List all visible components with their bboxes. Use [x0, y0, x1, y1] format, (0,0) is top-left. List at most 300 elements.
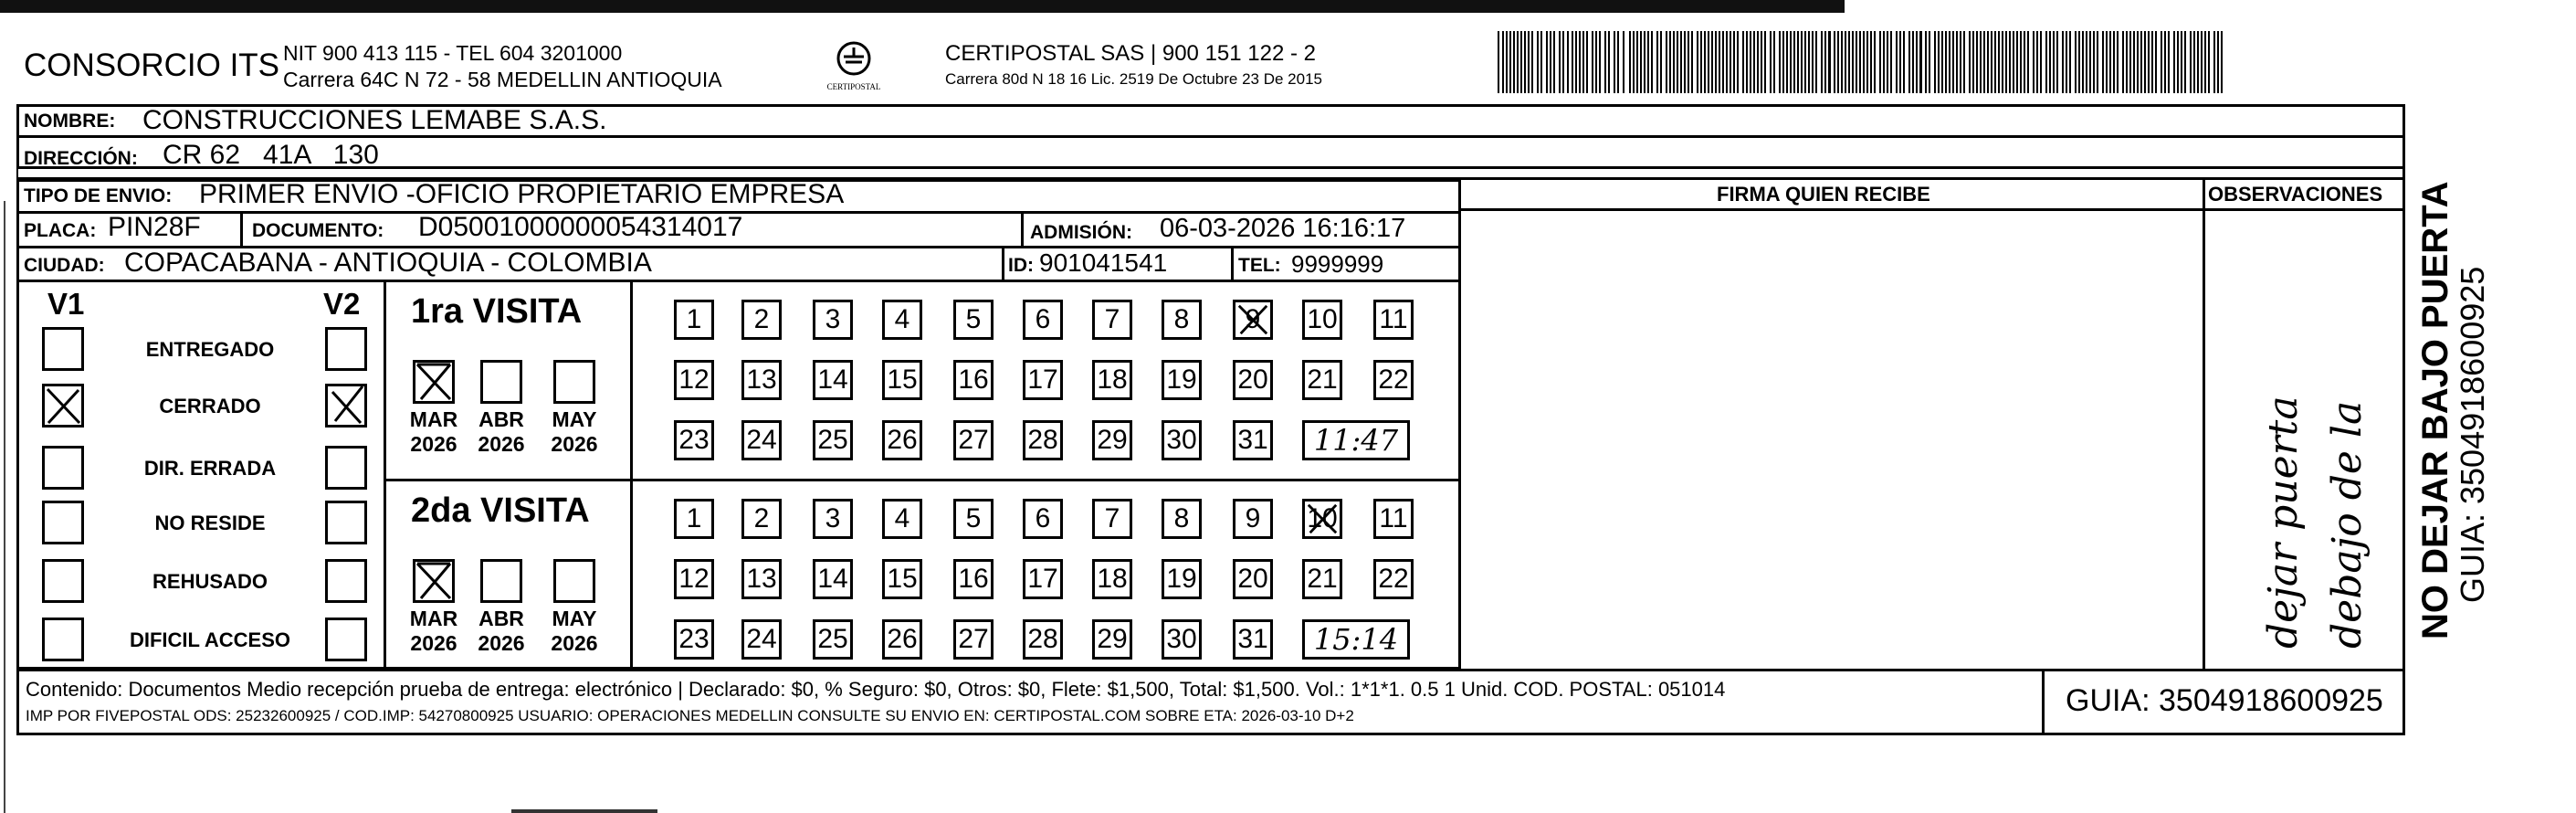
barcode-bar — [2036, 31, 2038, 93]
barcode-bar — [1733, 31, 1735, 93]
visit-day-box[interactable]: 29 — [1092, 420, 1132, 460]
status-label: ENTREGADO — [145, 338, 275, 361]
visit-month-label: MAR 2026 — [409, 607, 458, 655]
certipostal-name: CERTIPOSTAL SAS | 900 151 122 - 2 — [945, 41, 1316, 66]
observaciones-handwriting — [2210, 256, 2392, 658]
visit-day-box[interactable]: 10 — [1302, 300, 1342, 340]
visit-day-box[interactable]: 27 — [953, 619, 994, 660]
barcode-bar — [2093, 31, 2095, 93]
company-address: Carrera 64C N 72 - 58 MEDELLIN ANTIOQUIA — [283, 68, 722, 91]
barcode-bar — [1673, 31, 1675, 93]
barcode-bar — [2033, 31, 2035, 93]
visit-month-checkbox[interactable] — [553, 360, 595, 404]
barcode-bar — [1812, 31, 1814, 93]
barcode-bar — [1945, 31, 1947, 93]
barcode-bar — [2168, 31, 2170, 93]
tipo-envio-label: TIPO DE ENVIO: — [24, 185, 173, 206]
barcode-bar — [1879, 31, 1881, 93]
barcode-bar — [1711, 31, 1713, 93]
visit-day-box[interactable]: 6 — [1023, 300, 1063, 340]
col-line — [1458, 177, 1461, 669]
barcode-bar — [1553, 31, 1555, 93]
visit-day-box[interactable]: 13 — [741, 360, 782, 400]
barcode-bar — [1761, 31, 1762, 93]
barcode-bar — [2109, 31, 2111, 93]
row-line — [384, 479, 1459, 481]
barcode-bar — [1896, 31, 1898, 93]
status-v2-checkbox[interactable] — [325, 327, 367, 371]
barcode-bar — [1746, 31, 1748, 93]
barcode-bar — [1801, 31, 1803, 93]
visit-month-checkbox[interactable] — [553, 559, 595, 603]
visit-day-box[interactable]: 31 — [1233, 420, 1273, 460]
side-text-guia: GUIA: 3504918600925 — [2454, 266, 2491, 603]
status-v1-checkbox[interactable] — [42, 501, 84, 544]
barcode-bar — [1969, 31, 1971, 93]
visit-day-box[interactable]: 3 — [813, 300, 853, 340]
barcode-bar — [1540, 31, 1542, 93]
barcode-bar — [2217, 31, 2219, 93]
barcode-bar — [1688, 31, 1689, 93]
v2-label: V2 — [323, 287, 361, 321]
barcode-bar — [1502, 31, 1504, 93]
barcode-bar — [1647, 31, 1649, 93]
barcode-bar — [2164, 31, 2166, 93]
visit-day-box[interactable]: 17 — [1023, 559, 1063, 599]
visit-month-checkbox[interactable] — [413, 360, 455, 404]
barcode-bar — [1669, 31, 1671, 93]
barcode-bar — [1537, 31, 1539, 93]
status-v2-checkbox[interactable] — [325, 384, 367, 428]
visit-day-box[interactable]: 14 — [813, 559, 853, 599]
status-label: CERRADO — [159, 395, 261, 417]
barcode-bar — [1708, 31, 1709, 93]
barcode-bar — [2173, 31, 2175, 93]
visit-day-box[interactable]: 16 — [953, 559, 994, 599]
placa-label: PLACA: — [24, 220, 97, 241]
visit-day-box[interactable]: 17 — [1023, 360, 1063, 400]
id-value: 901041541 — [1039, 248, 1168, 277]
barcode-bar — [2020, 31, 2022, 93]
visit-day-box[interactable]: 7 — [1092, 300, 1132, 340]
barcode-bar — [1595, 31, 1597, 93]
tipo-envio-value: PRIMER ENVIO -OFICIO PROPIETARIO EMPRESA — [199, 179, 845, 209]
col-line — [630, 280, 633, 669]
visit-day-box[interactable]: 11 — [1373, 300, 1414, 340]
observaciones-label: OBSERVACIONES — [2208, 183, 2383, 206]
barcode-bar — [1520, 31, 1522, 93]
visit-time-box[interactable] — [1302, 619, 1410, 660]
barcode-bar — [2106, 31, 2108, 93]
certipostal-license: Carrera 80d N 18 16 Lic. 2519 De Octubre 23 De 2015 — [945, 70, 1322, 88]
barcode-bar — [1599, 31, 1601, 93]
barcode-bar — [1874, 31, 1876, 93]
status-v2-checkbox[interactable] — [325, 559, 367, 603]
company-nit: NIT 900 413 115 - TEL 604 3201000 — [283, 41, 623, 65]
barcode-bar — [2144, 31, 2146, 93]
handwriting-line-2: debajo de la — [2324, 400, 2371, 649]
documento-value: D05001000000054314017 — [418, 212, 743, 242]
visit-day-box[interactable]: 9 — [1233, 300, 1273, 340]
visit-day-box[interactable]: 20 — [1233, 559, 1273, 599]
barcode-bar — [2213, 31, 2215, 93]
col-line — [2042, 669, 2045, 735]
barcode-bar — [1677, 31, 1678, 93]
visit-day-box[interactable]: 14 — [813, 360, 853, 400]
barcode-bar — [2097, 31, 2098, 93]
barcode-bar — [1722, 31, 1724, 93]
side-text-block — [2411, 119, 2520, 649]
visit-day-box[interactable]: 2 — [741, 300, 782, 340]
visit-title: 2da VISITA — [411, 491, 590, 530]
barcode-bar — [1629, 31, 1631, 93]
barcode-bar — [1793, 31, 1795, 93]
scan-mark — [511, 809, 657, 813]
visit-day-box[interactable]: 13 — [741, 559, 782, 599]
footer-line-1: Contenido: Documentos Medio recepción prueba de entrega: electrónico | Declarado: $0, % Seguro: $0, Otros: $0, Flete: $1,500, Total: $1,500. Vol.: 1*1*1. 0.5 1 Unid. COD. POSTAL: 051014 — [26, 678, 1726, 701]
barcode-bar — [1623, 31, 1624, 93]
visit-month-label: MAR 2026 — [409, 407, 458, 456]
barcode-bar — [1604, 31, 1606, 93]
col-line — [384, 280, 386, 669]
visit-day-box[interactable]: 15 — [882, 360, 922, 400]
status-v2-checkbox[interactable] — [325, 501, 367, 544]
nombre-label: NOMBRE: — [24, 111, 116, 132]
barcode-bar — [1815, 31, 1817, 93]
top-edge-bar — [0, 0, 1845, 13]
visit-day-box[interactable]: 30 — [1162, 619, 1202, 660]
barcode-bar — [1941, 31, 1943, 93]
visit-day-box[interactable]: 28 — [1023, 420, 1063, 460]
barcode-bar — [1856, 31, 1857, 93]
barcode-bar — [1883, 31, 1885, 93]
barcode-bar — [1582, 31, 1584, 93]
barcode-bar — [2197, 31, 2199, 93]
barcode-bar — [1845, 31, 1846, 93]
status-label: REHUSADO — [152, 570, 268, 593]
barcode-bar — [1770, 31, 1772, 93]
visit-day-box[interactable]: 16 — [953, 360, 994, 400]
visit-day-box[interactable]: 21 — [1302, 559, 1342, 599]
status-v2-checkbox[interactable] — [325, 618, 367, 661]
ciudad-value: COPACABANA - ANTIOQUIA - COLOMBIA — [124, 248, 652, 278]
visit-day-box[interactable]: 24 — [741, 420, 782, 460]
visit-month-label: ABR 2026 — [478, 407, 525, 456]
documento-label: DOCUMENTO: — [252, 220, 384, 241]
barcode-bar — [1640, 31, 1642, 93]
visit-month-checkbox[interactable] — [480, 559, 522, 603]
barcode-bar — [2129, 31, 2131, 93]
barcode-bar — [2027, 31, 2029, 93]
visit-day-box[interactable]: 11 — [1373, 499, 1414, 539]
col-line — [240, 211, 243, 246]
barcode-bar — [2053, 31, 2055, 93]
visit-day-box[interactable]: 30 — [1162, 420, 1202, 460]
row-line — [16, 280, 1459, 282]
barcode-bar — [1866, 31, 1868, 93]
barcode-bar — [2040, 31, 2042, 93]
barcode-bar — [1531, 31, 1533, 93]
barcode-bar — [1730, 31, 1731, 93]
footer-line-2: IMP POR FIVEPOSTAL ODS: 25232600925 / COD.IMP: 54270800925 USUARIO: OPERACIONES MEDELLIN CONSULTE SU ENVIO EN: CERTIPOSTAL.COM SOBRE ETA: 2026-03-10 D+2 — [26, 707, 1354, 724]
visit-day-box[interactable]: 2 — [741, 499, 782, 539]
barcode-bar — [1617, 31, 1619, 93]
visit-month-checkbox[interactable] — [480, 360, 522, 404]
barcode-bar — [1852, 31, 1854, 93]
visit-day-box[interactable]: 31 — [1233, 619, 1273, 660]
barcode-bar — [1509, 31, 1511, 93]
barcode-bar — [2082, 31, 2084, 93]
barcode-bar — [1697, 31, 1698, 93]
visit-day-box[interactable]: 4 — [882, 300, 922, 340]
barcode-bar — [1837, 31, 1839, 93]
visit-day-box[interactable]: 12 — [674, 559, 714, 599]
barcode-bar — [2208, 31, 2210, 93]
barcode-bar — [1636, 31, 1638, 93]
scan-edge — [4, 201, 5, 813]
barcode-bar — [1737, 31, 1739, 93]
visit-month-checkbox[interactable] — [413, 559, 455, 603]
barcode-bar — [1579, 31, 1581, 93]
barcode-bar — [2201, 31, 2203, 93]
barcode-bar — [1644, 31, 1645, 93]
barcode-bar — [1790, 31, 1792, 93]
visit-day-box[interactable]: 26 — [882, 420, 922, 460]
barcode-bar — [1633, 31, 1635, 93]
barcode-bar — [2117, 31, 2119, 93]
barcode-bar — [2161, 31, 2162, 93]
visit-day-box[interactable]: 29 — [1092, 619, 1132, 660]
visit-day-box[interactable]: 4 — [882, 499, 922, 539]
visit-day-box[interactable]: 1 — [674, 499, 714, 539]
company-name: CONSORCIO ITS — [24, 48, 280, 83]
barcode-bar — [1546, 31, 1548, 93]
placa-value: PIN28F — [108, 212, 201, 242]
visit-day-box[interactable]: 8 — [1162, 300, 1202, 340]
barcode-bar — [2086, 31, 2087, 93]
col-line — [1002, 246, 1004, 280]
visit-day-box[interactable]: 25 — [813, 420, 853, 460]
barcode-bar — [1841, 31, 1843, 93]
visit-day-box[interactable]: 25 — [813, 619, 853, 660]
barcode-bar — [2221, 31, 2223, 93]
visit-day-box[interactable]: 1 — [674, 300, 714, 340]
footer-guia: GUIA: 3504918600925 — [2066, 683, 2383, 718]
barcode-bar — [2113, 31, 2115, 93]
barcode-bar — [1848, 31, 1850, 93]
barcode-bar — [2069, 31, 2071, 93]
barcode-bar — [1517, 31, 1519, 93]
row-line — [16, 669, 2405, 671]
barcode-bar — [2148, 31, 2150, 93]
barcode-bar — [1887, 31, 1888, 93]
barcode-bar — [1786, 31, 1788, 93]
visit-time-box[interactable] — [1302, 420, 1410, 460]
barcode-bar — [1980, 31, 1982, 93]
barcode-bar — [1960, 31, 1961, 93]
visit-handwritten-time: 15:14 — [1313, 622, 1399, 657]
visit-day-box[interactable]: 22 — [1373, 360, 1414, 400]
barcode-bar — [2056, 31, 2058, 93]
visit-day-box[interactable]: 23 — [674, 619, 714, 660]
barcode-bar — [1528, 31, 1530, 93]
barcode-bar — [1559, 31, 1561, 93]
barcode-bar — [2177, 31, 2179, 93]
barcode-bar — [1804, 31, 1806, 93]
barcode-bar — [1614, 31, 1615, 93]
barcode-bar — [1956, 31, 1958, 93]
status-v1-checkbox[interactable] — [42, 384, 84, 428]
status-label: NO RESIDE — [154, 512, 266, 534]
status-v1-checkbox[interactable] — [42, 559, 84, 603]
status-v1-checkbox[interactable] — [42, 618, 84, 661]
visit-day-box[interactable]: 6 — [1023, 499, 1063, 539]
barcode-bar — [2122, 31, 2124, 93]
barcode-bar — [2190, 31, 2192, 93]
visit-title: 1ra VISITA — [411, 292, 583, 331]
visit-day-box[interactable]: 18 — [1092, 559, 1132, 599]
visit-day-box[interactable]: 24 — [741, 619, 782, 660]
barcode-bar — [1994, 31, 1996, 93]
barcode-bar — [1764, 31, 1766, 93]
barcode-bar — [1586, 31, 1588, 93]
barcode-bar — [2133, 31, 2135, 93]
certipostal-logo — [822, 40, 886, 95]
status-v1-checkbox[interactable] — [42, 446, 84, 490]
row-line — [1458, 208, 2405, 211]
barcode-bar — [1834, 31, 1835, 93]
barcode-bar — [1859, 31, 1861, 93]
handwriting-line-1: dejar puerta — [2260, 396, 2307, 649]
barcode — [1498, 31, 2228, 93]
status-label: DIR. ERRADA — [143, 457, 277, 480]
barcode-bar — [1912, 31, 1914, 93]
barcode-bar — [1976, 31, 1978, 93]
visit-day-box[interactable]: 20 — [1233, 360, 1273, 400]
barcode-bar — [1656, 31, 1658, 93]
barcode-bar — [1987, 31, 1989, 93]
barcode-bar — [1715, 31, 1717, 93]
col-line — [2203, 177, 2205, 669]
barcode-bar — [1524, 31, 1526, 93]
barcode-bar — [1821, 31, 1823, 93]
barcode-bar — [1608, 31, 1610, 93]
barcode-bar — [1963, 31, 1965, 93]
visit-month-label: MAY 2026 — [551, 407, 598, 456]
barcode-bar — [1700, 31, 1702, 93]
barcode-bar — [1983, 31, 1985, 93]
barcode-bar — [2181, 31, 2182, 93]
barcode-bar — [2024, 31, 2025, 93]
visit-day-box[interactable]: 7 — [1092, 499, 1132, 539]
barcode-bar — [2045, 31, 2047, 93]
col-line — [1231, 246, 1234, 280]
barcode-bar — [2066, 31, 2067, 93]
barcode-bar — [2078, 31, 2080, 93]
barcode-bar — [2151, 31, 2153, 93]
barcode-bar — [2062, 31, 2064, 93]
barcode-bar — [1757, 31, 1759, 93]
barcode-bar — [1704, 31, 1706, 93]
barcode-bar — [1498, 31, 1499, 93]
barcode-bar — [2009, 31, 2011, 93]
barcode-bar — [1572, 31, 1573, 93]
visit-day-box[interactable]: 9 — [1233, 499, 1273, 539]
barcode-bar — [1925, 31, 1927, 93]
barcode-bar — [1660, 31, 1662, 93]
visit-day-box[interactable]: 8 — [1162, 499, 1202, 539]
barcode-bar — [2102, 31, 2104, 93]
barcode-bar — [1651, 31, 1653, 93]
visit-day-box[interactable]: 12 — [674, 360, 714, 400]
barcode-bar — [1592, 31, 1593, 93]
visit-day-box[interactable]: 28 — [1023, 619, 1063, 660]
barcode-bar — [2089, 31, 2091, 93]
barcode-bar — [1742, 31, 1744, 93]
visit-month-label: MAY 2026 — [551, 607, 598, 655]
barcode-bar — [1916, 31, 1918, 93]
barcode-bar — [2204, 31, 2206, 93]
visit-day-box[interactable]: 10 — [1302, 499, 1342, 539]
barcode-bar — [2137, 31, 2139, 93]
nombre-value: CONSTRUCCIONES LEMABE S.A.S. — [142, 105, 607, 135]
visit-day-box[interactable]: 3 — [813, 499, 853, 539]
visit-handwritten-time: 11:47 — [1313, 423, 1399, 458]
visit-day-box[interactable]: 23 — [674, 420, 714, 460]
visit-day-box[interactable]: 5 — [953, 499, 994, 539]
barcode-bar — [2002, 31, 2003, 93]
logo-text: CERTIPOSTAL — [826, 82, 881, 91]
status-v2-checkbox[interactable] — [325, 446, 367, 490]
status-v1-checkbox[interactable] — [42, 327, 84, 371]
barcode-bar — [1575, 31, 1577, 93]
barcode-bar — [1750, 31, 1751, 93]
direccion-label: DIRECCIÓN: — [24, 148, 138, 169]
barcode-bar — [1782, 31, 1784, 93]
barcode-bar — [1934, 31, 1936, 93]
barcode-bar — [1899, 31, 1901, 93]
barcode-bar — [2016, 31, 2018, 93]
visit-day-box[interactable]: 5 — [953, 300, 994, 340]
tel-value: 9999999 — [1291, 250, 1384, 278]
barcode-bar — [1919, 31, 1922, 93]
id-label: ID: — [1008, 255, 1034, 276]
visit-day-box[interactable]: 21 — [1302, 360, 1342, 400]
barcode-bar — [2075, 31, 2077, 93]
visit-day-box[interactable]: 19 — [1162, 559, 1202, 599]
barcode-bar — [1680, 31, 1682, 93]
barcode-bar — [2155, 31, 2157, 93]
barcode-bar — [1828, 31, 1831, 93]
barcode-bar — [1567, 31, 1569, 93]
visit-day-box[interactable]: 15 — [882, 559, 922, 599]
visit-day-box[interactable]: 18 — [1092, 360, 1132, 400]
visit-day-box[interactable]: 26 — [882, 619, 922, 660]
barcode-bar — [1824, 31, 1826, 93]
visit-day-box[interactable]: 27 — [953, 420, 994, 460]
barcode-bar — [1972, 31, 1974, 93]
visit-day-box[interactable]: 19 — [1162, 360, 1202, 400]
barcode-bar — [1753, 31, 1755, 93]
barcode-bar — [1870, 31, 1872, 93]
direccion-value: CR 62 41A 130 — [163, 140, 379, 170]
barcode-bar — [1726, 31, 1728, 93]
barcode-bar — [1952, 31, 1954, 93]
admision-label: ADMISIÓN: — [1030, 222, 1132, 243]
side-text-no-dejar: NO DEJAR BAJO PUERTA — [2415, 181, 2455, 639]
visit-day-box[interactable]: 22 — [1373, 559, 1414, 599]
barcode-bar — [2013, 31, 2014, 93]
